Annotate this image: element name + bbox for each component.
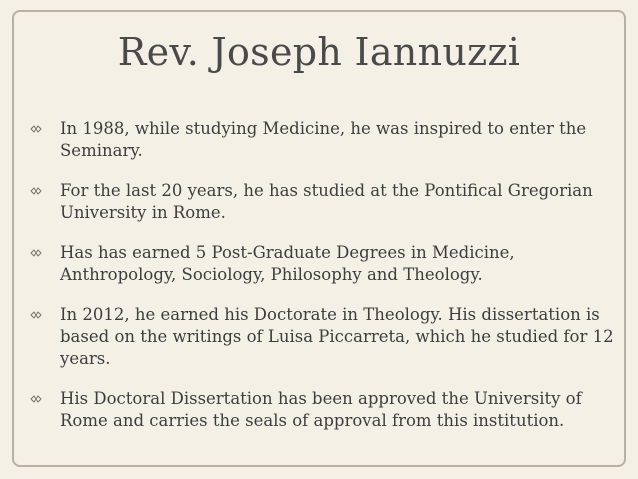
bullet-item-1 [26, 118, 616, 162]
diamond-bullet-icon [30, 248, 42, 258]
bullet-text-2: For the last 20 years, he has studied at the Pontifical Gregorian University in Rome. [60, 181, 593, 222]
bullet-list [26, 118, 616, 450]
diamond-bullet-icon [30, 186, 42, 196]
bullet-text-3: Has has earned 5 Post-Graduate Degrees in Medicine, Anthropology, Sociology, Philosophy and Theology. [60, 243, 515, 284]
bullet-text-1: In 1988, while studying Medicine, he was inspired to enter the Seminary. [60, 119, 587, 160]
diamond-bullet-icon [30, 310, 42, 320]
bullet-item-5 [26, 388, 616, 432]
bullet-item-4 [26, 304, 616, 370]
diamond-bullet-icon [30, 124, 42, 134]
bullet-item-3 [26, 242, 616, 286]
bullet-text-4: In 2012, he earned his Doctorate in Theology. His dissertation is based on the writings of Luisa Piccarreta, which he studied for 12 years. [60, 305, 614, 368]
diamond-bullet-icon [30, 394, 42, 404]
slide-title: Rev. Joseph Iannuzzi [117, 30, 521, 74]
bullet-text-5: His Doctoral Dissertation has been approved the University of Rome and carries the seals of approval from this institution. [60, 389, 582, 430]
bullet-item-2 [26, 180, 616, 224]
